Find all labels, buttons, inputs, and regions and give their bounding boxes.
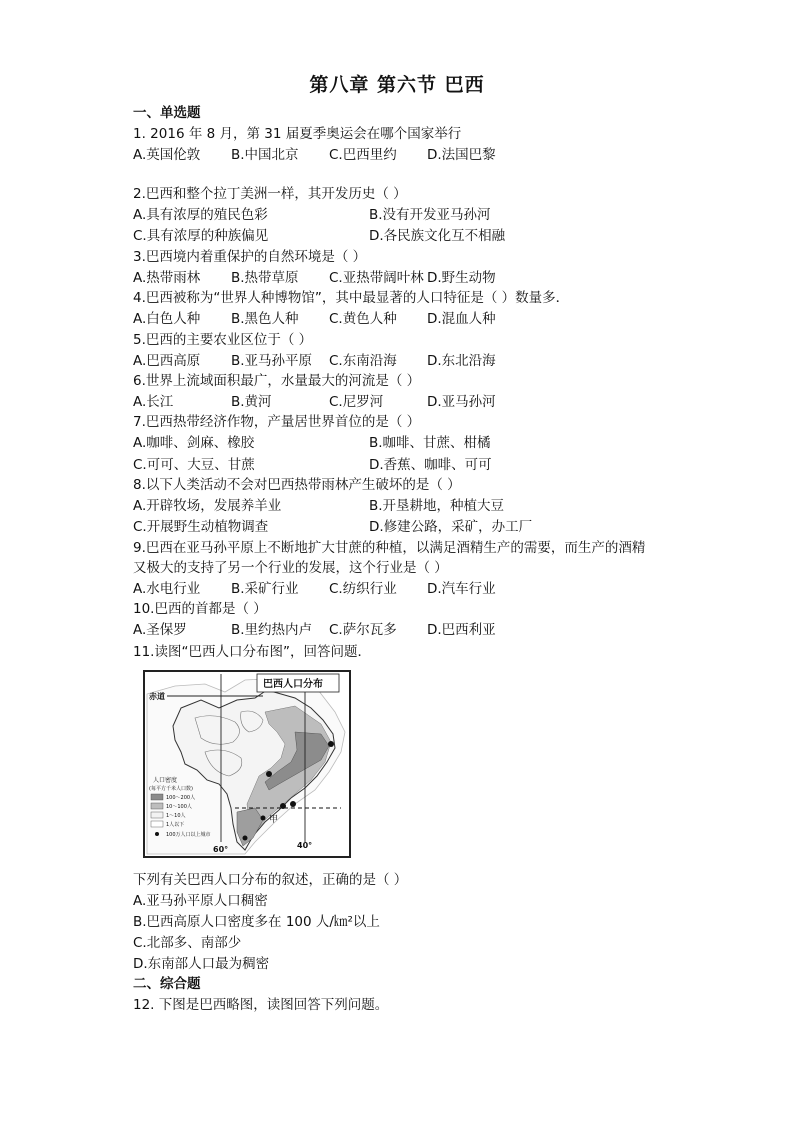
- point-jia-label: 甲: [269, 815, 279, 825]
- q11-option-c: C.北部多、南部少: [133, 935, 242, 951]
- city-marker: [280, 803, 286, 809]
- q3-option-a: A.热带雨林: [133, 270, 201, 286]
- city-marker: [266, 771, 272, 777]
- q7-option-b: B.咖啡、甘蔗、柑橘: [369, 435, 491, 451]
- question-10: 10.巴西的首都是（ ）: [133, 601, 267, 617]
- q1-option-c: C.巴西里约: [329, 147, 397, 163]
- legend-title: 人口密度: [153, 777, 178, 784]
- legend-item-2: 10～100人: [166, 804, 192, 810]
- question-5: 5.巴西的主要农业区位于（ ）: [133, 332, 313, 348]
- q9-option-d: D.汽车行业: [427, 581, 496, 597]
- q4-option-c: C.黄色人种: [329, 311, 397, 327]
- q4-option-a: A.白色人种: [133, 311, 201, 327]
- question-11-prompt: 下列有关巴西人口分布的叙述，正确的是（ ）: [133, 872, 408, 888]
- q8-option-c: C.开展野生动植物调查: [133, 519, 269, 535]
- question-4: 4.巴西被称为“世界人种博物馆”，其中最显著的人口特征是（ ）数量多．: [133, 290, 570, 306]
- q10-option-b: B.里约热内卢: [231, 622, 313, 638]
- legend-item-3: 1～10人: [166, 813, 186, 819]
- map-title: 巴西人口分布: [263, 679, 323, 690]
- legend-item-4: 1人以下: [166, 822, 185, 828]
- city-marker: [261, 816, 266, 821]
- q5-option-b: B.亚马孙平原: [231, 353, 313, 369]
- q11-option-b: B.巴西高原人口密度多在 100 人/㎞²以上: [133, 914, 380, 930]
- q10-option-a: A.圣保罗: [133, 622, 187, 638]
- lon-40-label: 40°: [297, 841, 313, 850]
- q7-option-a: A.咖啡、剑麻、橡胶: [133, 435, 255, 451]
- q7-option-c: C.可可、大豆、甘蔗: [133, 457, 255, 473]
- lon-60-label: 60°: [213, 845, 229, 854]
- q3-option-c: C.亚热带阔叶林: [329, 270, 424, 286]
- q6-option-c: C.尼罗河: [329, 394, 384, 410]
- q3-option-d: D.野生动物: [427, 270, 496, 286]
- q2-option-c: C.具有浓厚的种族偏见: [133, 228, 269, 244]
- section-heading-comprehensive: 二、综合题: [133, 976, 201, 992]
- legend-city: 100万人口以上城市: [166, 832, 211, 838]
- q2-option-d: D.各民族文化互不相融: [369, 228, 506, 244]
- legend-subtitle: (每平方千米人口数): [149, 786, 193, 792]
- density-south: [237, 808, 263, 846]
- q8-option-a: A.开辟牧场，发展养羊业: [133, 498, 282, 514]
- q5-option-c: C.东南沿海: [329, 353, 397, 369]
- question-2: 2.巴西和整个拉丁美洲一样，其开发历史（ ）: [133, 186, 407, 202]
- question-3: 3.巴西境内着重保护的自然环境是（ ）: [133, 249, 367, 265]
- question-9: 9.巴西在亚马孙平原上不断地扩大甘蔗的种植，以满足酒精生产的需要，而生产的酒精: [133, 540, 646, 556]
- q11-option-a: A.亚马孙平原人口稠密: [133, 893, 268, 909]
- q2-option-b: B.没有开发亚马孙河: [369, 207, 491, 223]
- question-12: 12. 下图是巴西略图，读图回答下列问题。: [133, 997, 389, 1013]
- city-marker: [290, 801, 296, 807]
- q11-option-d: D.东南部人口最为稠密: [133, 956, 270, 972]
- q1-option-b: B.中国北京: [231, 147, 299, 163]
- q6-option-a: A.长江: [133, 394, 174, 410]
- q1-option-d: D.法国巴黎: [427, 147, 496, 163]
- q4-option-d: D.混血人种: [427, 311, 496, 327]
- equator-label: 赤道: [149, 692, 165, 701]
- q5-option-d: D.东北沿海: [427, 353, 496, 369]
- q1-option-a: A.英国伦敦: [133, 147, 201, 163]
- q5-option-a: A.巴西高原: [133, 353, 201, 369]
- question-6: 6.世界上流域面积最广，水量最大的河流是（ ）: [133, 373, 421, 389]
- q2-option-a: A.具有浓厚的殖民色彩: [133, 207, 268, 223]
- q7-option-d: D.香蕉、咖啡、可可: [369, 457, 492, 473]
- q9-option-c: C.纺织行业: [329, 581, 397, 597]
- legend-item-1: 100～200人: [166, 795, 196, 801]
- question-11: 11.读图“巴西人口分布图”，回答问题．: [133, 644, 371, 660]
- q4-option-b: B.黑色人种: [231, 311, 299, 327]
- q9-option-a: A.水电行业: [133, 581, 201, 597]
- q10-option-d: D.巴西利亚: [427, 622, 496, 638]
- q3-option-b: B.热带草原: [231, 270, 299, 286]
- q10-option-c: C.萨尔瓦多: [329, 622, 397, 638]
- question-9-continued: 又极大的支持了另一个行业的发展，这个行业是（ ）: [133, 560, 448, 576]
- q9-option-b: B.采矿行业: [231, 581, 299, 597]
- page-title: 第八章 第六节 巴西: [309, 74, 485, 96]
- brazil-population-map: [143, 670, 351, 858]
- question-1: 1. 2016 年 8 月，第 31 届夏季奥运会在哪个国家举行: [133, 126, 462, 142]
- city-marker: [328, 741, 334, 747]
- q6-option-b: B.黄河: [231, 394, 272, 410]
- question-8: 8.以下人类活动不会对巴西热带雨林产生破坏的是（ ）: [133, 477, 461, 493]
- city-marker: [243, 836, 248, 841]
- q6-option-d: D.亚马孙河: [427, 394, 496, 410]
- q8-option-b: B.开垦耕地，种植大豆: [369, 498, 505, 514]
- q8-option-d: D.修建公路，采矿，办工厂: [369, 519, 533, 535]
- question-7: 7.巴西热带经济作物，产量居世界首位的是（ ）: [133, 414, 421, 430]
- section-heading-single-choice: 一、单选题: [133, 105, 201, 121]
